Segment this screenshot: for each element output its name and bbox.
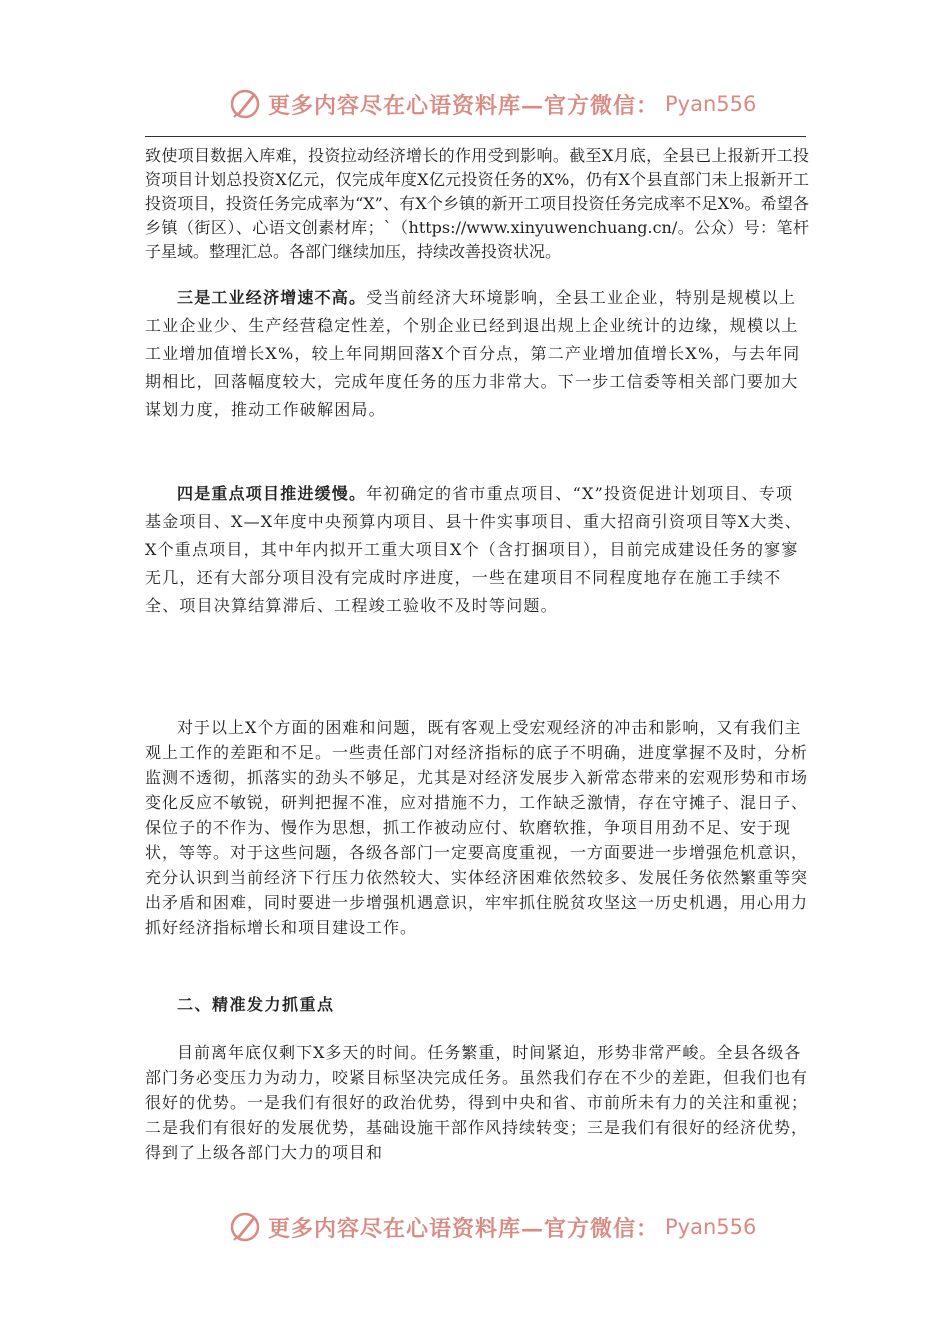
footer-banner-text: 更多内容尽在心语资料库—官方微信：	[268, 1215, 660, 1242]
paragraph-key-projects	[145, 480, 809, 620]
paragraph-industrial	[145, 284, 809, 424]
header-rule	[145, 136, 806, 137]
paragraph-year-end: 目前离年底仅剩下X多天的时间。任务繁重，时间紧迫，形势非常严峻。全县各级各部门务必变压力为动力，咬紧目标坚决完成任务。虽然我们存在不少的差距，但我们也有很好的优势。一是我们有很好的政治优势，得到中央和省、市前所未有力的关注和重视；二是我们有很好的发展优势，基础设施干部作风持续转变；三是我们有很好的经济优势，得到了上级各部门大力的项目和	[145, 1043, 809, 1162]
header-banner-text: 更多内容尽在心语资料库—官方微信：	[268, 92, 660, 119]
paragraph-key-projects-text: 年初确定的省市重点项目、“X”投资促进计划项目、专项基金项目、X—X年度中央预算内项目、县十件实事项目、重大招商引资项目等X大类、X个重点项目，其中年内拟开工重大项目X个（含打捆项目），目前完成建设任务的寥寥无几，还有大部分项目没有完成时序进度，一些在建项目不同程度地存在施工手续不全、项目决算结算滞后、工程竣工验收不及时等问题。	[145, 484, 802, 615]
quill-logo-icon	[228, 1210, 262, 1244]
paragraph-industrial-lead: 三是工业经济增速不高。	[177, 288, 367, 307]
quill-logo-icon	[228, 87, 262, 121]
footer-wechat-id: Pyan556	[665, 1215, 757, 1239]
paragraph-problems: 对于以上X个方面的困难和问题，既有客观上受宏观经济的冲击和影响，又有我们主观上工作的差距和不足。一些责任部门对经济指标的底子不明确，进度掌握不及时，分析监测不透彻，抓落实的劲头不够足，尤其是对经济发展步入新常态带来的宏观形势和市场变化反应不敏锐，研判把握不准，应对措施不力，工作缺乏激情，存在守摊子、混日子、保位子的不作为、慢作为思想，抓工作被动应付、软磨软推，争项目用劲不足、安于现状，等等。对于这些问题，各级各部门一定要高度重视，一方面要进一步增强危机意识，充分认识到当前经济下行压力依然较大、实体经济困难依然较多、发展任务依然繁重等突出矛盾和困难，同时要进一步增强机遇意识，牢牢抓住脱贫攻坚这一历史机遇，用心用力抓好经济指标增长和项目建设工作。	[145, 718, 809, 937]
section-heading: 二、精准发力抓重点	[177, 995, 335, 1014]
paragraph-investment: 致使项目数据入库难，投资拉动经济增长的作用受到影响。截至X月底，全县已上报新开工投资项目计划总投资X亿元，仅完成年度X亿元投资任务的X%，仍有X个县直部门未上报新开工投资项目，投资任务完成率为“X”、有X个乡镇的新开工项目投资任务完成率不足X%。希望各乡镇（街区）、心语文创素材库；`（https://www.xinyuwenchuang.cn/。公众）号：笔杆子星域。整理汇总。各部门继续加压，持续改善投资状况。	[145, 146, 809, 261]
paragraph-industrial-text: 受当前经济大环境影响，全县工业企业，特别是规模以上工业企业少、生产经营稳定性差，个别企业已经到退出规上企业统计的边缘，规模以上工业增加值增长X%，较上年同期回落X个百分点，第二产业增加值增长X%，与去年同期相比，回落幅度较大，完成年度任务的压力非常大。下一步工信委等相关部门要加大谋划力度，推动工作破解困局。	[145, 288, 801, 419]
paragraph-key-projects-lead: 四是重点项目推进缓慢。	[177, 484, 367, 503]
header-wechat-id: Pyan556	[665, 92, 757, 116]
header-banner	[228, 86, 757, 122]
footer-banner	[228, 1209, 757, 1245]
